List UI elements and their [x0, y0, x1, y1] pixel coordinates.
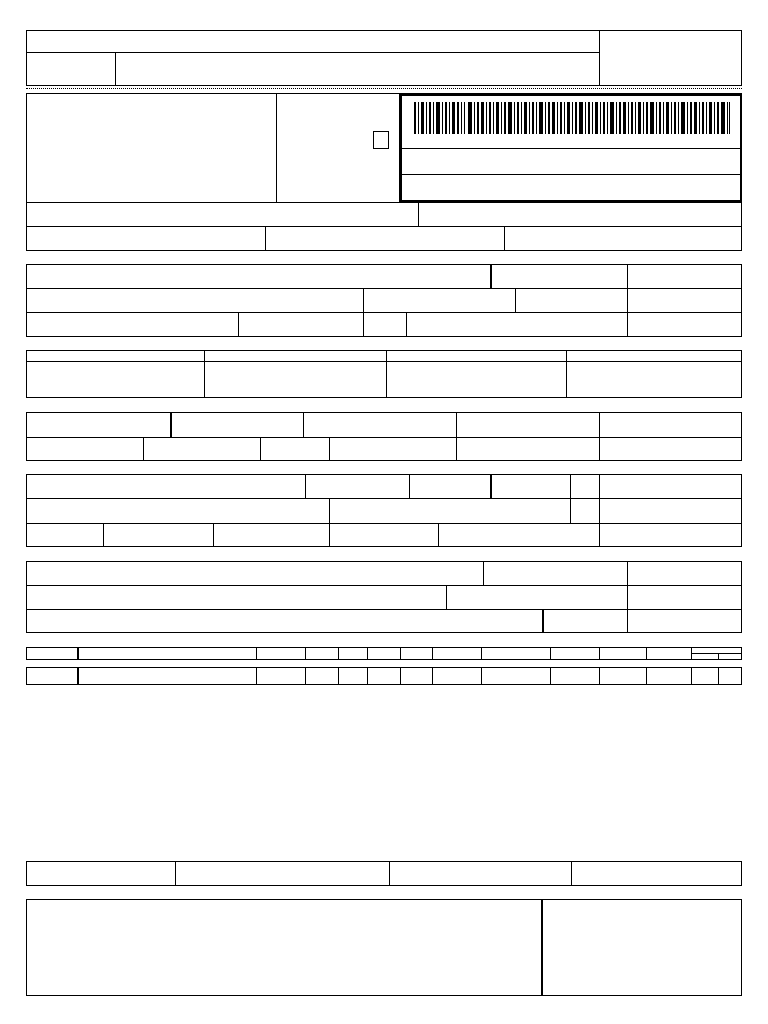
header-right-divider: [599, 30, 600, 86]
issuer-row1-divider: [418, 202, 419, 226]
service-row-2: [26, 609, 742, 610]
transporter-r1-divider-305: [305, 474, 306, 498]
tax-r2-divider-329: [329, 437, 330, 461]
service-row-1: [26, 585, 742, 586]
service-divider-627: [627, 561, 628, 633]
transporter-row-1: [26, 498, 742, 499]
barcode-row-1: [400, 148, 742, 149]
ph-col-718: [718, 653, 719, 660]
recipient-row-1: [26, 288, 742, 289]
pr-col-481: [481, 667, 482, 685]
pr-col-256: [256, 667, 257, 685]
issqn-divider-175: [175, 861, 176, 886]
recipient-divider-363a: [363, 288, 364, 312]
tax-r2-divider-260: [260, 437, 261, 461]
transporter-row-2: [26, 523, 742, 524]
pr-col-367: [367, 667, 368, 685]
pr-col-305: [305, 667, 306, 685]
transporter-r3-divider-438: [438, 523, 439, 547]
ph-col-338: [338, 647, 339, 660]
ph-col-646: [646, 647, 647, 660]
service-r3-divider-542: [542, 609, 544, 633]
pr-col-718: [718, 667, 719, 685]
invoice-header-line: [26, 361, 742, 362]
recipient-divider-515: [515, 288, 516, 312]
transporter-r1-divider-490: [490, 474, 492, 498]
tax-r2-divider-143: [143, 437, 144, 461]
dotted-separator: [26, 88, 742, 89]
pr-col-432: [432, 667, 433, 685]
transporter-r3-divider-329: [329, 523, 330, 547]
pr-col-550: [550, 667, 551, 685]
tax-row-divider: [26, 437, 742, 438]
ph-col-432: [432, 647, 433, 660]
recipient-divider-363b: [363, 312, 364, 337]
ph-col-367: [367, 647, 368, 660]
ph-col-599: [599, 647, 600, 660]
recipient-divider-238: [238, 312, 239, 337]
pr-col-77: [77, 667, 79, 685]
invoice-block: [26, 350, 742, 398]
additional-info-block: [26, 899, 742, 996]
pr-col-338: [338, 667, 339, 685]
recipient-divider-406: [406, 312, 407, 337]
header-row-divider: [26, 52, 599, 53]
tax-divider-599: [599, 412, 600, 461]
issqn-divider-389: [389, 861, 390, 886]
invoice-divider-3: [566, 350, 567, 398]
ph-col-305: [305, 647, 306, 660]
entry-exit-checkbox[interactable]: [373, 131, 389, 149]
issqn-divider-571: [571, 861, 572, 886]
recipient-block: [26, 264, 742, 337]
ph-col-550: [550, 647, 551, 660]
invoice-divider-2: [386, 350, 387, 398]
recipient-divider-627: [627, 264, 628, 337]
product-table-row: [26, 667, 742, 685]
issqn-block: [26, 861, 742, 886]
ph-sub-line: [691, 653, 742, 654]
ph-col-400: [400, 647, 401, 660]
header-left-divider: [115, 52, 116, 86]
service-block: [26, 561, 742, 633]
recipient-divider-490: [490, 264, 492, 288]
issuer-row-1: [26, 202, 742, 203]
recipient-row-2: [26, 312, 742, 313]
pr-col-400: [400, 667, 401, 685]
service-r1-divider-483: [483, 561, 484, 585]
invoice-divider-1: [204, 350, 205, 398]
pr-col-691: [691, 667, 692, 685]
transporter-r1-divider-409: [409, 474, 410, 498]
transporter-divider-599: [599, 474, 600, 547]
issuer-row2-divider-2: [504, 226, 505, 251]
tax-divider-456: [456, 412, 457, 461]
transporter-r3-divider-213: [213, 523, 214, 547]
ph-col-256: [256, 647, 257, 660]
barcode-row-2: [400, 174, 742, 175]
pr-col-646: [646, 667, 647, 685]
pr-col-599: [599, 667, 600, 685]
tax-r1-divider-170: [170, 412, 172, 437]
transporter-divider-570: [570, 474, 571, 523]
transporter-block: [26, 474, 742, 547]
issuer-row2-divider-1: [265, 226, 266, 251]
header-block: [26, 30, 742, 86]
issuer-row-2: [26, 226, 742, 227]
ph-col-481: [481, 647, 482, 660]
issuer-vertical-1: [276, 93, 277, 202]
barcode-icon: [414, 102, 730, 134]
additional-info-divider: [541, 899, 543, 996]
transporter-r3-divider-103: [103, 523, 104, 547]
tax-r1-divider-303: [303, 412, 304, 437]
product-table-header: [26, 647, 742, 660]
service-r2-divider-446: [446, 585, 447, 609]
ph-col-77: [77, 647, 79, 660]
transporter-r2-divider-329: [329, 498, 330, 523]
